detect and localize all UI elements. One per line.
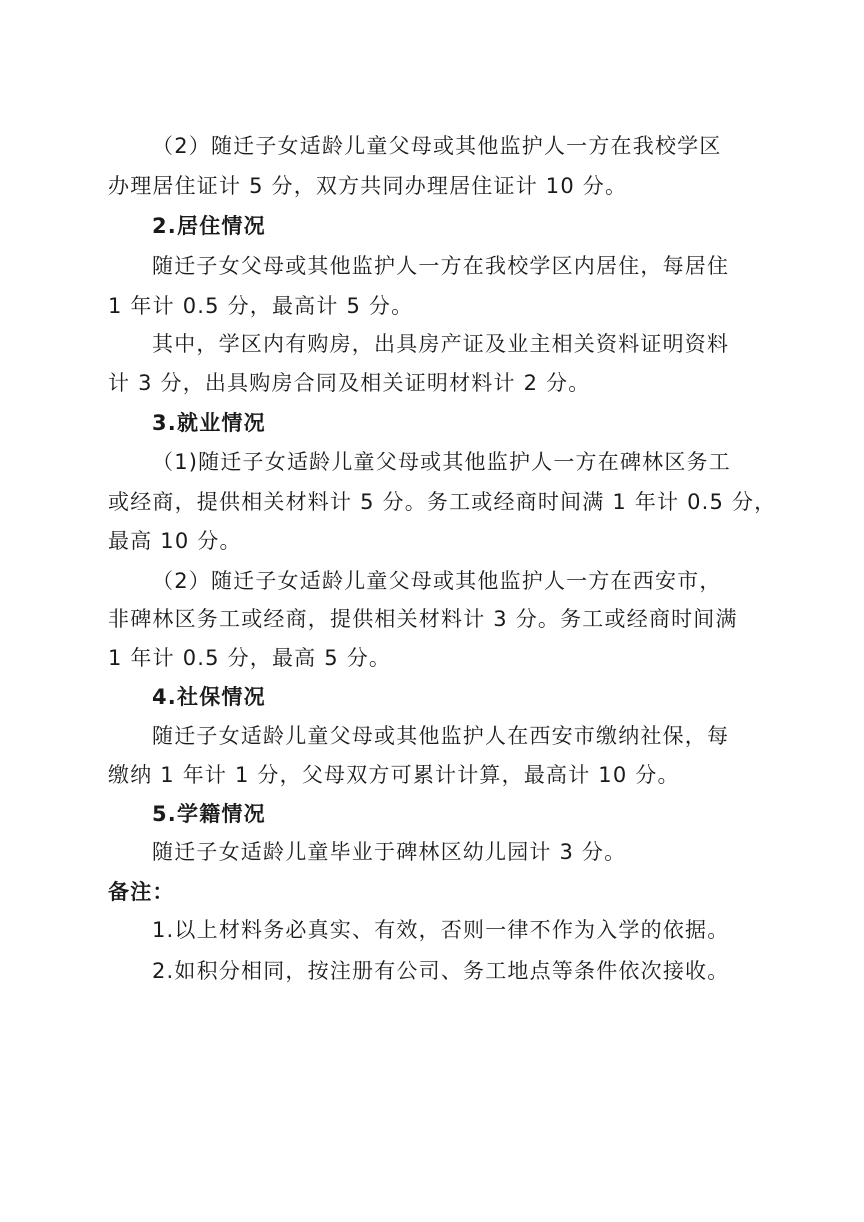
text-line: （1)随迁子女适龄儿童父母或其他监护人一方在碑林区务工 xyxy=(152,450,731,474)
section-heading-social-security: 4.社保情况 xyxy=(152,685,266,709)
text-line: （2）随迁子女适龄儿童父母或其他监护人一方在我校学区 xyxy=(152,134,722,158)
text-line: 或经商，提供相关材料计 5 分。务工或经商时间满 1 年计 0.5 分， xyxy=(108,490,777,514)
text-line: 办理居住证计 5 分，双方共同办理居住证计 10 分。 xyxy=(108,174,628,198)
text-line: （2）随迁子女适龄儿童父母或其他监护人一方在西安市， xyxy=(152,569,722,593)
note-item: 1.以上材料务必真实、有效，否则一律不作为入学的依据。 xyxy=(152,918,730,942)
section-heading-employment: 3.就业情况 xyxy=(152,411,266,435)
text-line: 计 3 分，出具购房合同及相关证明材料计 2 分。 xyxy=(108,371,591,395)
section-heading-residence: 2.居住情况 xyxy=(152,214,266,238)
section-heading-school-record: 5.学籍情况 xyxy=(152,802,266,826)
note-item: 2.如积分相同，按注册有公司、务工地点等条件依次接收。 xyxy=(152,959,730,983)
text-line: 随迁子女适龄儿童父母或其他监护人在西安市缴纳社保，每 xyxy=(152,724,730,748)
text-line: 最高 10 分。 xyxy=(108,529,242,553)
text-line: 1 年计 0.5 分，最高计 5 分。 xyxy=(108,294,414,318)
text-line: 1 年计 0.5 分，最高 5 分。 xyxy=(108,646,392,670)
notes-heading: 备注： xyxy=(108,880,175,904)
text-line: 缴纳 1 年计 1 分，父母双方可累计计算，最高计 10 分。 xyxy=(108,763,680,787)
text-line: 非碑林区务工或经商，提供相关材料计 3 分。务工或经商时间满 xyxy=(108,607,738,631)
text-line: 随迁子女父母或其他监护人一方在我校学区内居住，每居住 xyxy=(152,254,730,278)
text-line: 随迁子女适龄儿童毕业于碑林区幼儿园计 3 分。 xyxy=(152,840,627,864)
text-line: 其中，学区内有购房，出具房产证及业主相关资料证明资料 xyxy=(152,332,730,356)
